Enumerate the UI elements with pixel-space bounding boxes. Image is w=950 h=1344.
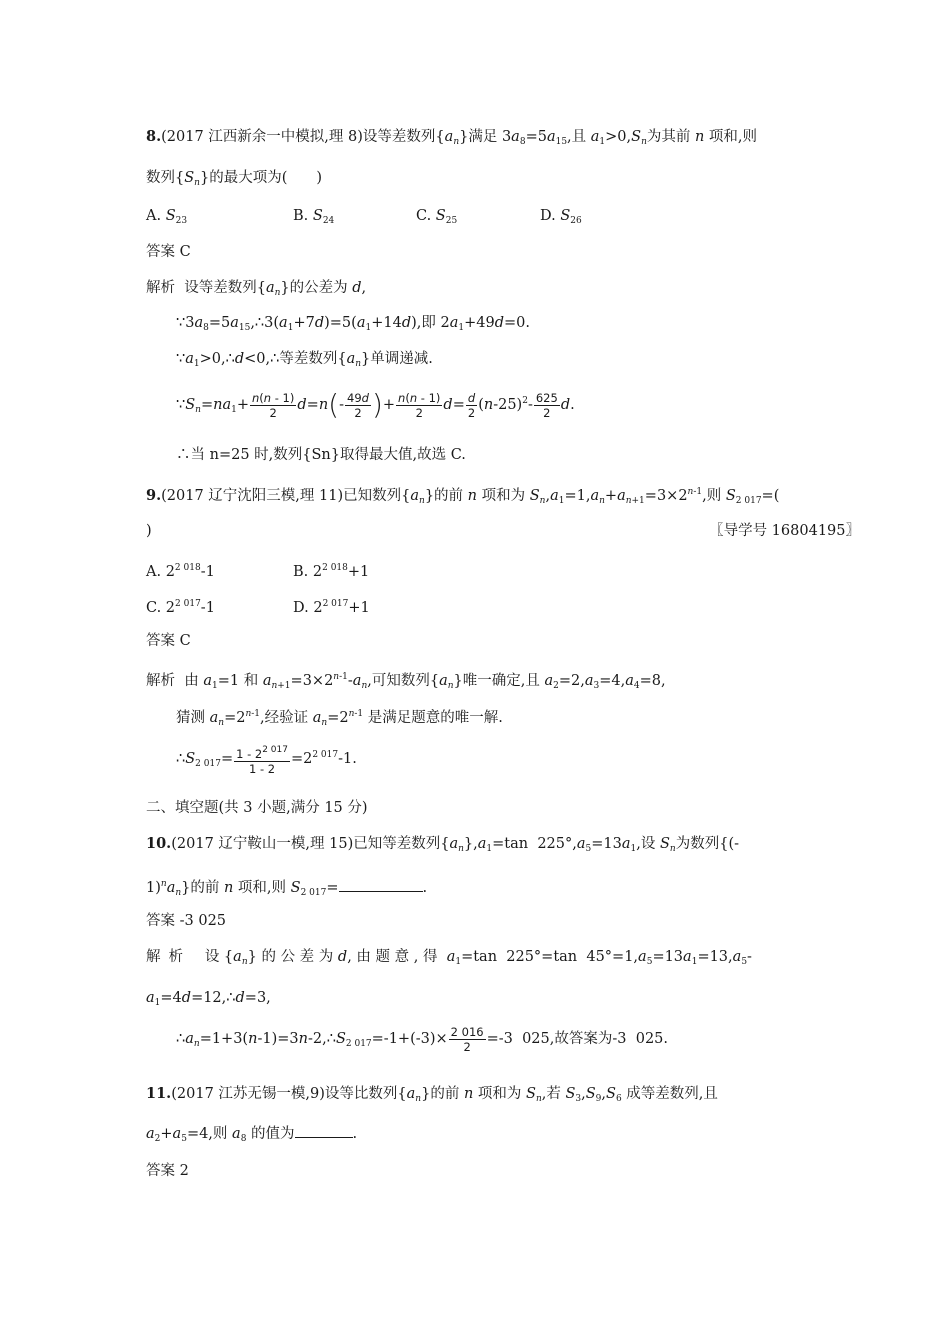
fraction: $\frac{n(n - 1)}{2}$ <box>398 390 441 420</box>
fraction: $\frac{n(n - 1)}{2}$ <box>252 390 295 420</box>
q9-analysis-line2: 猜测 $a_n=2^{n-1}$,经验证 $a_n=2^{n-1}$ 是满足题意的唯一解. <box>176 709 503 728</box>
q8-option-a: A. $S_{23}$ <box>146 208 188 226</box>
q11-stem-line1: 11.(2017 江苏无锡一模,9)设等比数列$\{a_n\}$的前 n 项和为 $S_n$,若 $S_3,S_9,S_6$ 成等差数列,且 <box>146 1085 718 1104</box>
q8-conclusion: ∴当 n=25 时,数列{Sn}取得最大值,故选 C. <box>176 447 466 463</box>
fraction: $\frac{1 - 2^{2 017}}{1 - 2}$ <box>236 744 288 776</box>
q10-stem-line1: 10.(2017 辽宁鞍山一模,理 15)已知等差数列$\{a_n\},a_1=\tan$ $225^\circ,a_5=13a_1$,设 $S_n$为数列{(- <box>146 835 740 854</box>
fraction: $\frac{d}{2}$ <box>467 390 476 420</box>
q10-answer-blank[interactable] <box>339 877 423 892</box>
q9-analysis-line1: 解析 由 $a_1=1$ 和 $a_{n+1}=3\times 2^{n-1}-a_n$,可知数列$\{a_n\}$唯一确定,且 $a_2=2,a_3=4,a_4=8$, <box>146 672 666 691</box>
q8-option-b: B. $S_{24}$ <box>293 208 335 226</box>
q11-source: (2017 江苏无锡一模,9) <box>171 1086 325 1102</box>
q8-analysis-label: 解析 <box>146 280 175 296</box>
q9-option-b: B. $2^{2 018}+1$ <box>293 563 370 580</box>
q8-source: (2017 江西新余一中模拟,理 8) <box>161 129 363 145</box>
q9-option-d: D. $2^{2 017}+1$ <box>293 599 370 616</box>
q9-analysis-label: 解析 <box>146 673 175 689</box>
q10-stem-line2: $1)^na_n$}的前 n 项和,则 $S_{2 017}=$ . <box>146 879 428 898</box>
q9-option-c: C. $2^{2 017}-1$ <box>146 599 215 616</box>
q8-analysis-line1: 解析 设等差数列$\{a_n\}$的公差为 d, <box>146 280 367 298</box>
fraction: $\frac{2 016}{2}$ <box>450 1024 484 1054</box>
q9-guide-number: 〖导学号 16804195〗 <box>709 523 860 539</box>
q8-analysis-line2: $\because 3a_8=5a_{15},\therefore 3(a_1+7d)=5(a_1+14d)$,即 $2a_1+49d=0$. <box>176 315 530 333</box>
q8-analysis-formula: $\because S_n=na_1+$ $\frac{n(n - 1)}{2}$ d=n(- $\frac{49d}{2}$ )+ $\frac{n(n - 1)}{2}$ d= $\frac{d}{2}$ $(n-25)^2-$ $\frac{625}{2}$ d. <box>176 388 575 421</box>
q10-answer: 答案 -3 025 <box>146 913 227 929</box>
q11-answer: 答案 2 <box>146 1163 189 1179</box>
q11-number: 11. <box>146 1085 172 1102</box>
q8-analysis-line3: $\because a_1>0,\therefore d<0,\therefore$等差数列$\{a_n\}$单调递减. <box>176 351 433 369</box>
q9-answer: 答案 C <box>146 633 191 649</box>
fraction: $\frac{625}{2}$ <box>535 390 558 420</box>
q10-analysis-line1: 解析 设 $\{a_n\}$ 的 公 差 为 d, 由 题 意 , 得 $a_1=\tan$ 225°=tan $45^\circ=1,a_5=13a_1=13,a_5-$ <box>146 949 752 967</box>
q8-answer: 答案 C <box>146 244 191 260</box>
q8-option-d: D. $S_{26}$ <box>540 208 582 226</box>
q8-number: 8. <box>146 128 162 145</box>
q10-number: 10. <box>146 835 172 852</box>
q11-stem-line2: $a_2+a_5=4$,则 $a_8$ 的值为 . <box>146 1123 357 1150</box>
q10-analysis-line2: $a_1=4d=12,\therefore d=3$, <box>146 990 271 1008</box>
q11-answer-blank[interactable] <box>295 1123 353 1138</box>
q10-analysis-formula: $\therefore a_n=1+3(n-1)=3n-2,\therefore S_{2 017}=-1+(-3)\times$ $\frac{2 016}{2}$ =-3 025,故答案为-3 025. <box>176 1024 668 1054</box>
q9-source: (2017 辽宁沈阳三模,理 11) <box>161 488 344 504</box>
q9-option-a: A. $2^{2 018}-1$ <box>146 563 215 580</box>
section-title: 二、填空题(共 3 小题,满分 15 分) <box>146 800 368 816</box>
q8-stem-line2: 数列$\{S_n\}$的最大项为( ) <box>146 170 323 188</box>
q8-option-c: C. $S_{25}$ <box>416 208 458 226</box>
q8-stem-line1: 8.(2017 江西新余一中模拟,理 8)设等差数列$\{a_n\}$满足 $3a_8=5a_{15}$,且 $a_1>0,S_n$为其前 n 项和,则 <box>146 128 758 147</box>
q9-stem-line1: 9.(2017 辽宁沈阳三模,理 11)已知数列$\{a_n\}$的前 n 项和为 $S_n,a_1=1,a_n+a_{n+1}=3\times 2^{n-1}$,则 $S_{2 017}=$( <box>146 487 780 506</box>
q10-analysis-label: 解析 <box>146 949 191 965</box>
q10-source: (2017 辽宁鞍山一模,理 15) <box>171 836 354 852</box>
q9-number: 9. <box>146 487 162 504</box>
q9-stem-line2: ) <box>146 523 152 539</box>
q9-analysis-formula: $\therefore S_{2 017}=$ $\frac{1 - 2^{2 017}}{1 - 2}$ $=2^{2 017}-1$. <box>176 744 357 776</box>
q8-stem-tail: 的最大项为( ) <box>209 170 323 186</box>
fraction: $\frac{49d}{2}$ <box>347 390 369 420</box>
